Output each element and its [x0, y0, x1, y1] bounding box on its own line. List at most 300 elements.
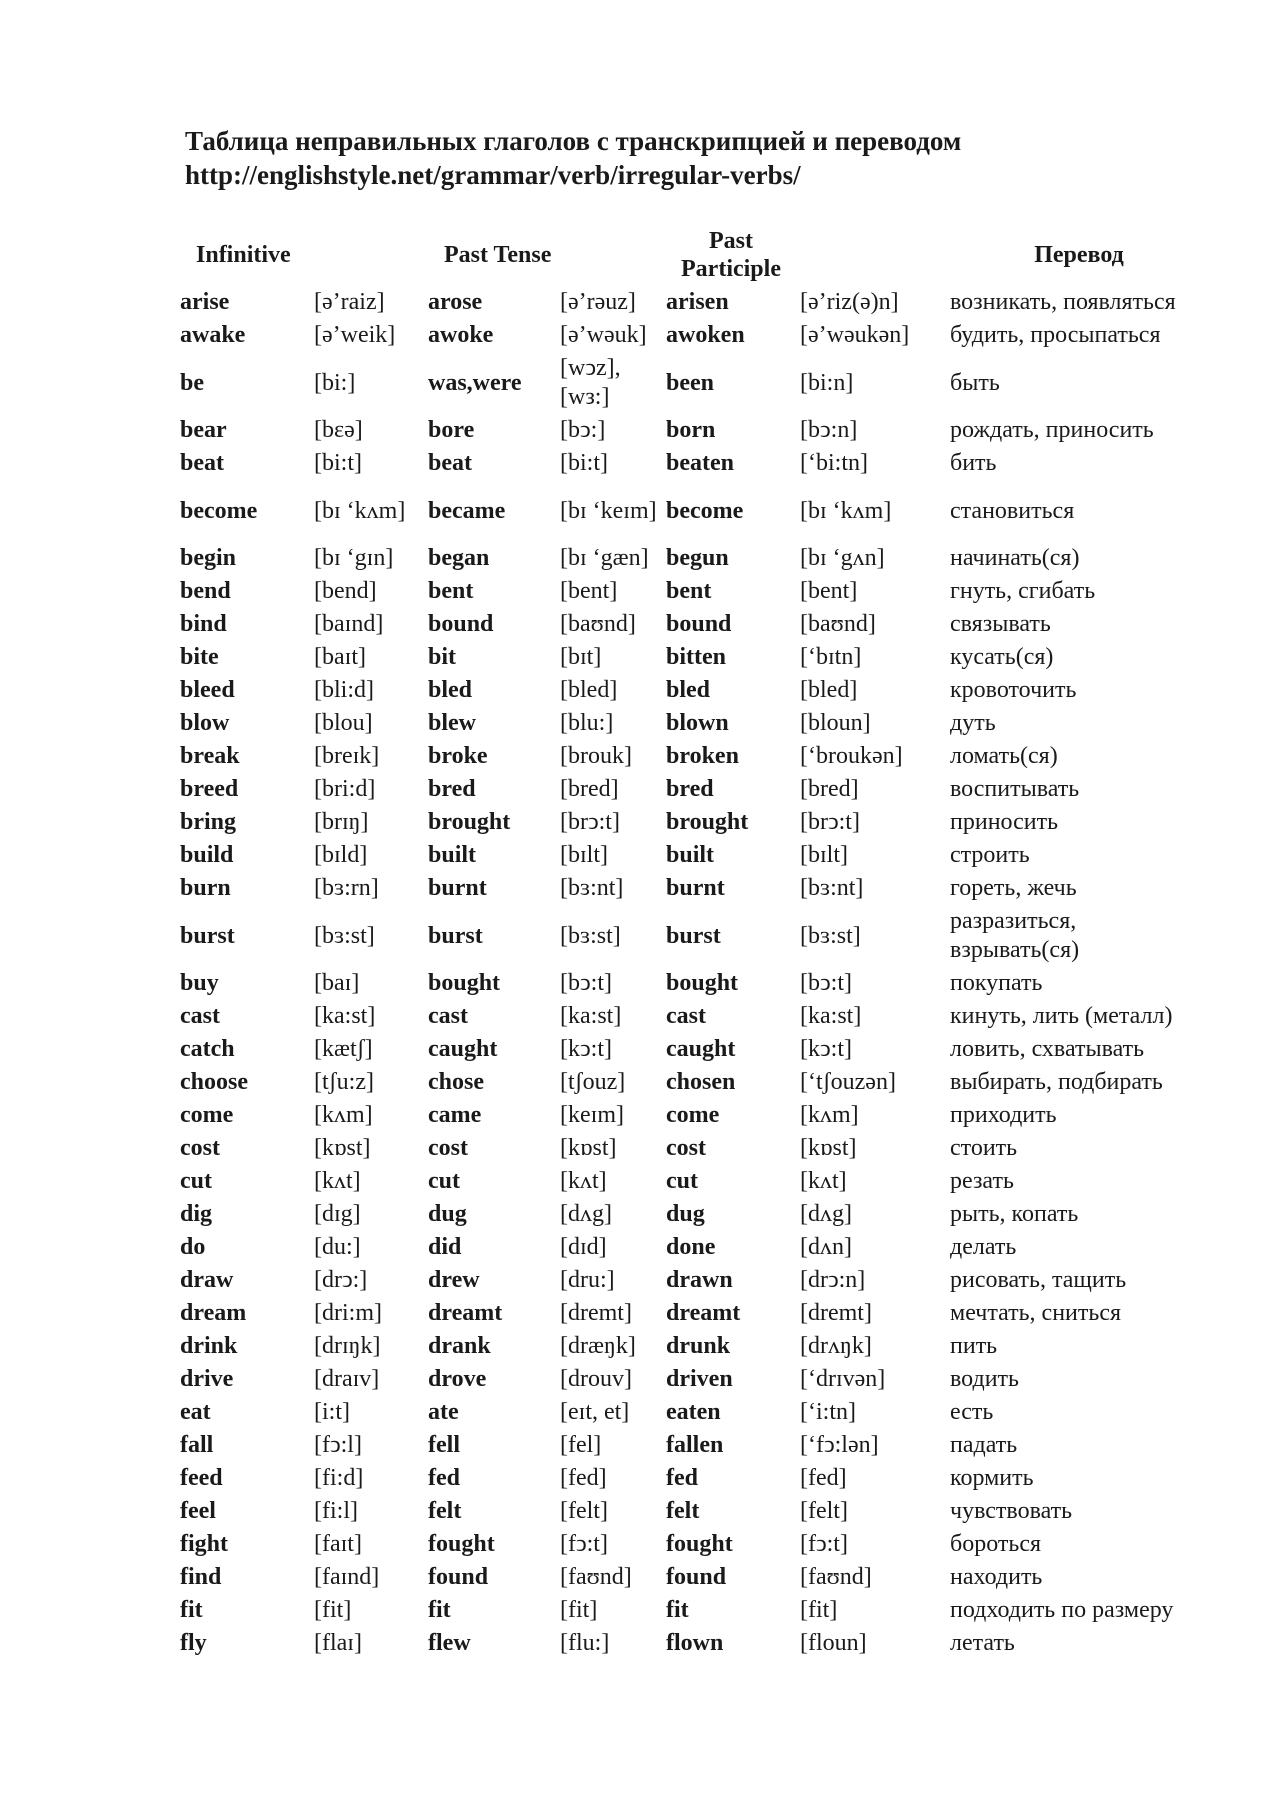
translation-cell: строить — [950, 842, 1030, 868]
table-row — [178, 286, 1210, 319]
infinitive-transcription-cell: [bɜ:st] — [314, 922, 375, 949]
infinitive-cell: catch — [180, 1036, 235, 1062]
infinitive-cell: dream — [180, 1300, 247, 1326]
translation-cell: находить — [950, 1564, 1043, 1590]
past-tense-cell: chose — [428, 1069, 484, 1095]
past-tense-cell: beat — [428, 450, 472, 476]
past-participle-cell: broken — [666, 743, 739, 769]
past-tense-cell: fought — [428, 1531, 495, 1557]
past-tense-transcription-cell: [kɒst] — [560, 1135, 617, 1161]
past-participle-transcription-cell: [kʌm] — [800, 1102, 859, 1128]
translation-cell: резать — [950, 1168, 1014, 1194]
past-tense-cell: bred — [428, 776, 476, 802]
table-row — [178, 1297, 1210, 1330]
past-tense-cell: found — [428, 1564, 489, 1590]
infinitive-transcription-cell: [bɪ ‘gɪn] — [314, 545, 394, 571]
past-participle-cell: drunk — [666, 1333, 731, 1359]
past-tense-cell: awoke — [428, 322, 494, 348]
header-past-participle — [664, 224, 798, 286]
translation-cell: кровоточить — [950, 677, 1077, 703]
past-participle-transcription-cell: [dremt] — [800, 1300, 872, 1326]
infinitive-transcription-cell: [brɪŋ] — [314, 809, 369, 835]
past-participle-transcription-cell: [dʌg] — [800, 1201, 852, 1227]
past-tense-transcription-cell: [bↄ:] — [560, 417, 606, 443]
translation-cell: приносить — [950, 809, 1059, 835]
past-participle-transcription-cell: [‘drɪvən] — [800, 1366, 886, 1392]
past-tense-cell: blew — [428, 710, 476, 736]
past-participle-transcription-cell: [bɜ:nt] — [800, 875, 864, 901]
infinitive-transcription-cell: [bɪld] — [314, 842, 368, 868]
past-participle-cell: found — [666, 1564, 727, 1590]
translation-cell: мечтать, сниться — [950, 1300, 1122, 1326]
infinitive-transcription-cell: [kʌm] — [314, 1102, 373, 1128]
infinitive-transcription-cell: [tʃu:z] — [314, 1069, 374, 1095]
infinitive-cell: cost — [180, 1135, 220, 1161]
infinitive-transcription-cell: [du:] — [314, 1234, 361, 1260]
infinitive-cell: burn — [180, 875, 231, 901]
past-tense-cell: was,were — [428, 369, 522, 396]
translation-cell: будить, просыпаться — [950, 322, 1161, 348]
past-tense-cell: bore — [428, 417, 475, 443]
translation-cell: возникать, появляться — [950, 289, 1176, 315]
past-participle-transcription-cell: [ə’riz(ə)n] — [800, 289, 899, 315]
past-tense-cell: broke — [428, 743, 488, 769]
past-participle-cell: arisen — [666, 289, 729, 315]
translation-cell: приходить — [950, 1102, 1057, 1128]
past-tense-cell: began — [428, 545, 490, 571]
translation-cell: становиться — [950, 497, 1075, 524]
past-tense-transcription-cell: [dɪd] — [560, 1234, 607, 1260]
table-row — [178, 674, 1210, 707]
table-header-row — [178, 224, 1210, 286]
past-participle-cell: driven — [666, 1366, 733, 1392]
past-tense-transcription-cell: [tʃouz] — [560, 1069, 626, 1095]
infinitive-transcription-cell: [bend] — [314, 578, 377, 604]
translation-cell: рыть, копать — [950, 1201, 1079, 1227]
past-tense-transcription-cell: [dremt] — [560, 1300, 632, 1326]
past-tense-cell: bought — [428, 970, 501, 996]
translation-cell: быть — [950, 369, 1000, 396]
table-row — [178, 319, 1210, 352]
past-tense-transcription-cell: [wↄz], [wз:] — [560, 355, 621, 410]
infinitive-cell: draw — [180, 1267, 234, 1293]
past-tense-cell: did — [428, 1234, 462, 1260]
translation-cell: летать — [950, 1630, 1015, 1656]
past-tense-cell: fed — [428, 1465, 460, 1491]
infinitive-cell: be — [180, 369, 204, 396]
past-participle-cell: felt — [666, 1498, 700, 1524]
translation-cell: подходить по размеру — [950, 1597, 1174, 1623]
past-tense-transcription-cell: [bↄ:t] — [560, 970, 612, 996]
translation-cell: начинать(ся) — [950, 545, 1080, 571]
header-spacer — [798, 224, 948, 286]
past-participle-transcription-cell: [bɜ:st] — [800, 922, 861, 949]
past-participle-cell: bred — [666, 776, 714, 802]
past-tense-cell: fell — [428, 1432, 460, 1458]
infinitive-cell: feel — [180, 1498, 216, 1524]
table-row — [178, 1132, 1210, 1165]
past-tense-transcription-cell: [dræŋk] — [560, 1333, 636, 1359]
table-row — [178, 1429, 1210, 1462]
past-tense-transcription-cell: [bent] — [560, 578, 618, 604]
past-tense-transcription-cell: [fit] — [560, 1597, 598, 1623]
past-participle-cell: fallen — [666, 1432, 724, 1458]
past-participle-cell: blown — [666, 710, 729, 736]
table-row — [178, 1396, 1210, 1429]
past-participle-cell: bent — [666, 578, 712, 604]
past-participle-transcription-cell: [‘bɪtn] — [800, 644, 862, 670]
table-row — [178, 1561, 1210, 1594]
past-participle-transcription-cell: [bred] — [800, 776, 859, 802]
translation-cell: делать — [950, 1234, 1017, 1260]
infinitive-cell: bring — [180, 809, 237, 835]
past-tense-transcription-cell: [blu:] — [560, 710, 614, 736]
past-participle-cell: come — [666, 1102, 720, 1128]
past-tense-cell: fit — [428, 1597, 451, 1623]
table-row — [178, 1066, 1210, 1099]
past-tense-transcription-cell: [kↄ:t] — [560, 1036, 612, 1062]
table-row — [178, 1528, 1210, 1561]
past-participle-cell: fought — [666, 1531, 733, 1557]
infinitive-cell: fight — [180, 1531, 228, 1557]
past-participle-cell: become — [666, 497, 744, 524]
past-participle-transcription-cell: [kɒst] — [800, 1135, 857, 1161]
past-participle-cell: been — [666, 369, 714, 396]
irregular-verbs-table — [178, 224, 1210, 1660]
past-tense-cell: bit — [428, 644, 457, 670]
translation-cell: стоить — [950, 1135, 1018, 1161]
past-participle-transcription-cell: [bi:n] — [800, 369, 854, 396]
table-row — [178, 1264, 1210, 1297]
infinitive-cell: bend — [180, 578, 231, 604]
infinitive-transcription-cell: [flaɪ] — [314, 1630, 362, 1656]
past-participle-cell: eaten — [666, 1399, 721, 1425]
past-tense-transcription-cell: [fↄ:t] — [560, 1531, 608, 1557]
infinitive-cell: awake — [180, 322, 246, 348]
infinitive-cell: choose — [180, 1069, 248, 1095]
past-tense-transcription-cell: [dʌg] — [560, 1201, 612, 1227]
past-participle-transcription-cell: [bent] — [800, 578, 858, 604]
infinitive-cell: arise — [180, 289, 230, 315]
infinitive-cell: come — [180, 1102, 234, 1128]
table-row — [178, 1231, 1210, 1264]
past-participle-cell: burst — [666, 922, 721, 949]
past-participle-cell: burnt — [666, 875, 725, 901]
translation-cell: рисовать, тащить — [950, 1267, 1127, 1293]
past-tense-cell: arose — [428, 289, 483, 315]
past-tense-transcription-cell: [bred] — [560, 776, 619, 802]
infinitive-transcription-cell: [draɪv] — [314, 1366, 380, 1392]
translation-cell: выбирать, подбирать — [950, 1069, 1163, 1095]
document-heading — [185, 124, 1185, 192]
table-row — [178, 839, 1210, 872]
past-participle-cell: dreamt — [666, 1300, 741, 1326]
translation-cell: водить — [950, 1366, 1019, 1392]
past-tense-cell: cost — [428, 1135, 468, 1161]
past-tense-cell: burst — [428, 922, 483, 949]
header-infinitive: Infinitive — [196, 242, 291, 268]
infinitive-transcription-cell: [dri:m] — [314, 1300, 382, 1326]
past-participle-cell: caught — [666, 1036, 736, 1062]
infinitive-cell: buy — [180, 970, 219, 996]
translation-cell: дуть — [950, 710, 996, 736]
past-participle-transcription-cell: [ə’wəukən] — [800, 322, 910, 348]
table-row — [178, 575, 1210, 608]
table-row — [178, 1000, 1210, 1033]
translation-cell: пить — [950, 1333, 998, 1359]
table-row — [178, 1165, 1210, 1198]
past-participle-cell: born — [666, 417, 716, 443]
past-tense-transcription-cell: [brↄ:t] — [560, 809, 620, 835]
infinitive-transcription-cell: [kætʃ] — [314, 1036, 373, 1062]
past-tense-transcription-cell: [dru:] — [560, 1267, 615, 1293]
past-participle-transcription-cell: [ka:st] — [800, 1003, 862, 1029]
header-translation: Перевод — [1034, 242, 1124, 268]
past-participle-transcription-cell: [‘tʃouzən] — [800, 1069, 896, 1095]
translation-cell: ловить, схватывать — [950, 1036, 1145, 1062]
translation-cell: рождать, приносить — [950, 417, 1154, 443]
past-participle-transcription-cell: [bɪlt] — [800, 842, 848, 868]
infinitive-cell: bear — [180, 417, 227, 443]
past-participle-transcription-cell: [bↄ:t] — [800, 970, 852, 996]
past-participle-cell: flown — [666, 1630, 724, 1656]
translation-cell: есть — [950, 1399, 994, 1425]
past-tense-cell: felt — [428, 1498, 462, 1524]
infinitive-transcription-cell: [kʌt] — [314, 1168, 361, 1194]
infinitive-transcription-cell: [bli:d] — [314, 677, 374, 703]
translation-cell: падать — [950, 1432, 1018, 1458]
translation-cell: бить — [950, 450, 997, 476]
past-tense-cell: flew — [428, 1630, 471, 1656]
past-tense-cell: bled — [428, 677, 473, 703]
infinitive-cell: dig — [180, 1201, 213, 1227]
past-tense-cell: burnt — [428, 875, 487, 901]
table-row — [178, 707, 1210, 740]
infinitive-transcription-cell: [drɪŋk] — [314, 1333, 381, 1359]
infinitive-cell: find — [180, 1564, 222, 1590]
past-tense-transcription-cell: [bɪt] — [560, 644, 602, 670]
past-tense-transcription-cell: [faʊnd] — [560, 1564, 632, 1590]
past-tense-cell: built — [428, 842, 477, 868]
infinitive-cell: bite — [180, 644, 219, 670]
translation-cell: кусать(ся) — [950, 644, 1054, 670]
translation-cell: воспитывать — [950, 776, 1080, 802]
past-participle-cell: built — [666, 842, 715, 868]
past-tense-cell: came — [428, 1102, 482, 1128]
translation-cell: бороться — [950, 1531, 1042, 1557]
past-participle-transcription-cell: [faʊnd] — [800, 1564, 872, 1590]
table-row — [178, 542, 1210, 575]
table-row — [178, 1330, 1210, 1363]
infinitive-cell: cut — [180, 1168, 212, 1194]
past-tense-transcription-cell: [ə’rəuz] — [560, 289, 636, 315]
past-participle-transcription-cell: [baʊnd] — [800, 611, 876, 637]
table-row — [178, 967, 1210, 1000]
infinitive-transcription-cell: [ə’weik] — [314, 322, 396, 348]
table-row — [178, 905, 1210, 967]
past-tense-cell: bound — [428, 611, 494, 637]
past-participle-cell: begun — [666, 545, 729, 571]
table-row — [178, 773, 1210, 806]
past-participle-cell: cast — [666, 1003, 706, 1029]
infinitive-cell: drink — [180, 1333, 238, 1359]
infinitive-transcription-cell: [blou] — [314, 710, 373, 736]
infinitive-cell: drive — [180, 1366, 234, 1392]
past-participle-cell: bought — [666, 970, 739, 996]
past-tense-transcription-cell: [bɜ:nt] — [560, 875, 624, 901]
infinitive-transcription-cell: [bɛə] — [314, 417, 363, 443]
past-tense-transcription-cell: [bɜ:st] — [560, 922, 621, 949]
infinitive-cell: blow — [180, 710, 230, 736]
past-participle-transcription-cell: [kↄ:t] — [800, 1036, 852, 1062]
past-participle-cell: bitten — [666, 644, 726, 670]
past-participle-cell: bound — [666, 611, 732, 637]
infinitive-transcription-cell: [kɒst] — [314, 1135, 371, 1161]
past-tense-cell: drank — [428, 1333, 491, 1359]
infinitive-transcription-cell: [dɪg] — [314, 1201, 361, 1227]
past-tense-transcription-cell: [bɪ ‘gæn] — [560, 545, 649, 571]
past-participle-transcription-cell: [bɪ ‘gʌn] — [800, 545, 885, 571]
infinitive-cell: fit — [180, 1597, 203, 1623]
infinitive-transcription-cell: [fↄ:l] — [314, 1432, 362, 1458]
past-participle-cell: beaten — [666, 450, 734, 476]
infinitive-cell: bind — [180, 611, 227, 637]
past-tense-transcription-cell: [brouk] — [560, 743, 632, 769]
document-title: Таблица неправильных глаголов с транскрипцией и переводом — [185, 126, 962, 156]
infinitive-cell: do — [180, 1234, 206, 1260]
past-participle-transcription-cell: [dʌn] — [800, 1234, 852, 1260]
infinitive-transcription-cell: [baɪnd] — [314, 611, 384, 637]
infinitive-transcription-cell: [faɪnd] — [314, 1564, 380, 1590]
infinitive-transcription-cell: [fi:l] — [314, 1498, 358, 1524]
table-row — [178, 1033, 1210, 1066]
past-tense-cell: became — [428, 497, 506, 524]
past-tense-transcription-cell: [ka:st] — [560, 1003, 622, 1029]
past-participle-transcription-cell: [‘broukən] — [800, 743, 903, 769]
infinitive-transcription-cell: [bri:d] — [314, 776, 376, 802]
past-participle-transcription-cell: [floun] — [800, 1630, 867, 1656]
infinitive-cell: cast — [180, 1003, 220, 1029]
table-row — [178, 414, 1210, 447]
past-participle-cell: fit — [666, 1597, 689, 1623]
infinitive-transcription-cell: [bi:] — [314, 369, 356, 396]
infinitive-transcription-cell: [drↄ:] — [314, 1267, 368, 1293]
past-participle-transcription-cell: [fↄ:t] — [800, 1531, 848, 1557]
past-participle-cell: bled — [666, 677, 711, 703]
infinitive-cell: beat — [180, 450, 224, 476]
past-tense-cell: cut — [428, 1168, 460, 1194]
past-participle-transcription-cell: [drↄ:n] — [800, 1267, 866, 1293]
past-participle-transcription-cell: [kʌt] — [800, 1168, 847, 1194]
translation-cell: чувствовать — [950, 1498, 1073, 1524]
infinitive-cell: fall — [180, 1432, 214, 1458]
infinitive-transcription-cell: [baɪt] — [314, 644, 366, 670]
table-row — [178, 480, 1210, 542]
header-past-participle-line1: Past — [709, 228, 753, 254]
table-row — [178, 740, 1210, 773]
past-participle-cell: brought — [666, 809, 749, 835]
past-tense-transcription-cell: [felt] — [560, 1498, 608, 1524]
header-past-tense: Past Tense — [444, 242, 552, 268]
past-tense-transcription-cell: [keɪm] — [560, 1102, 624, 1128]
past-participle-cell: fed — [666, 1465, 698, 1491]
past-participle-transcription-cell: [bloun] — [800, 710, 871, 736]
past-tense-cell: ate — [428, 1399, 459, 1425]
past-participle-cell: drawn — [666, 1267, 733, 1293]
infinitive-transcription-cell: [fit] — [314, 1597, 352, 1623]
infinitive-cell: feed — [180, 1465, 223, 1491]
past-participle-cell: dug — [666, 1201, 705, 1227]
past-tense-transcription-cell: [bled] — [560, 677, 618, 703]
past-tense-cell: drew — [428, 1267, 480, 1293]
past-tense-transcription-cell: [fed] — [560, 1465, 607, 1491]
table-row — [178, 447, 1210, 480]
infinitive-cell: eat — [180, 1399, 211, 1425]
past-participle-transcription-cell: [bled] — [800, 677, 858, 703]
translation-cell: кинуть, лить (металл) — [950, 1003, 1173, 1029]
past-tense-cell: caught — [428, 1036, 498, 1062]
past-participle-transcription-cell: [‘bi:tn] — [800, 450, 868, 476]
past-tense-transcription-cell: [kʌt] — [560, 1168, 607, 1194]
infinitive-cell: become — [180, 497, 258, 524]
past-tense-transcription-cell: [baʊnd] — [560, 611, 636, 637]
translation-cell: покупать — [950, 970, 1043, 996]
past-tense-transcription-cell: [flu:] — [560, 1630, 610, 1656]
past-participle-cell: chosen — [666, 1069, 736, 1095]
past-participle-transcription-cell: [felt] — [800, 1498, 848, 1524]
table-row — [178, 1627, 1210, 1660]
infinitive-cell: breed — [180, 776, 239, 802]
past-tense-transcription-cell: [bɪlt] — [560, 842, 608, 868]
infinitive-cell: build — [180, 842, 234, 868]
past-tense-transcription-cell: [bɪ ‘keɪm] — [560, 497, 657, 524]
past-participle-transcription-cell: [fit] — [800, 1597, 838, 1623]
translation-cell: ломать(ся) — [950, 743, 1058, 769]
past-tense-cell: dreamt — [428, 1300, 503, 1326]
infinitive-transcription-cell: [baɪ] — [314, 970, 360, 996]
infinitive-transcription-cell: [fi:d] — [314, 1465, 364, 1491]
translation-cell: связывать — [950, 611, 1051, 637]
past-participle-cell: awoken — [666, 322, 745, 348]
past-tense-transcription-cell: [fel] — [560, 1432, 602, 1458]
infinitive-cell: bleed — [180, 677, 235, 703]
translation-cell: гореть, жечь — [950, 875, 1077, 901]
past-participle-transcription-cell: [brↄ:t] — [800, 809, 860, 835]
infinitive-transcription-cell: [bi:t] — [314, 450, 362, 476]
table-row — [178, 1198, 1210, 1231]
table-row — [178, 641, 1210, 674]
past-tense-cell: drove — [428, 1366, 487, 1392]
table-row — [178, 1462, 1210, 1495]
past-tense-cell: brought — [428, 809, 511, 835]
past-participle-cell: cut — [666, 1168, 698, 1194]
past-tense-transcription-cell: [eɪt, et] — [560, 1399, 630, 1425]
past-participle-cell: cost — [666, 1135, 706, 1161]
translation-cell: разразиться, взрывать(ся) — [950, 908, 1080, 963]
table-row — [178, 608, 1210, 641]
infinitive-cell: burst — [180, 922, 235, 949]
infinitive-cell: begin — [180, 545, 237, 571]
infinitive-cell: break — [180, 743, 240, 769]
past-tense-transcription-cell: [drouv] — [560, 1366, 632, 1392]
past-tense-cell: dug — [428, 1201, 467, 1227]
table-row — [178, 1594, 1210, 1627]
infinitive-transcription-cell: [faɪt] — [314, 1531, 362, 1557]
past-tense-cell: cast — [428, 1003, 468, 1029]
infinitive-transcription-cell: [i:t] — [314, 1399, 350, 1425]
past-participle-transcription-cell: [‘fↄ:lən] — [800, 1432, 879, 1458]
infinitive-transcription-cell: [ə’raiz] — [314, 289, 385, 315]
